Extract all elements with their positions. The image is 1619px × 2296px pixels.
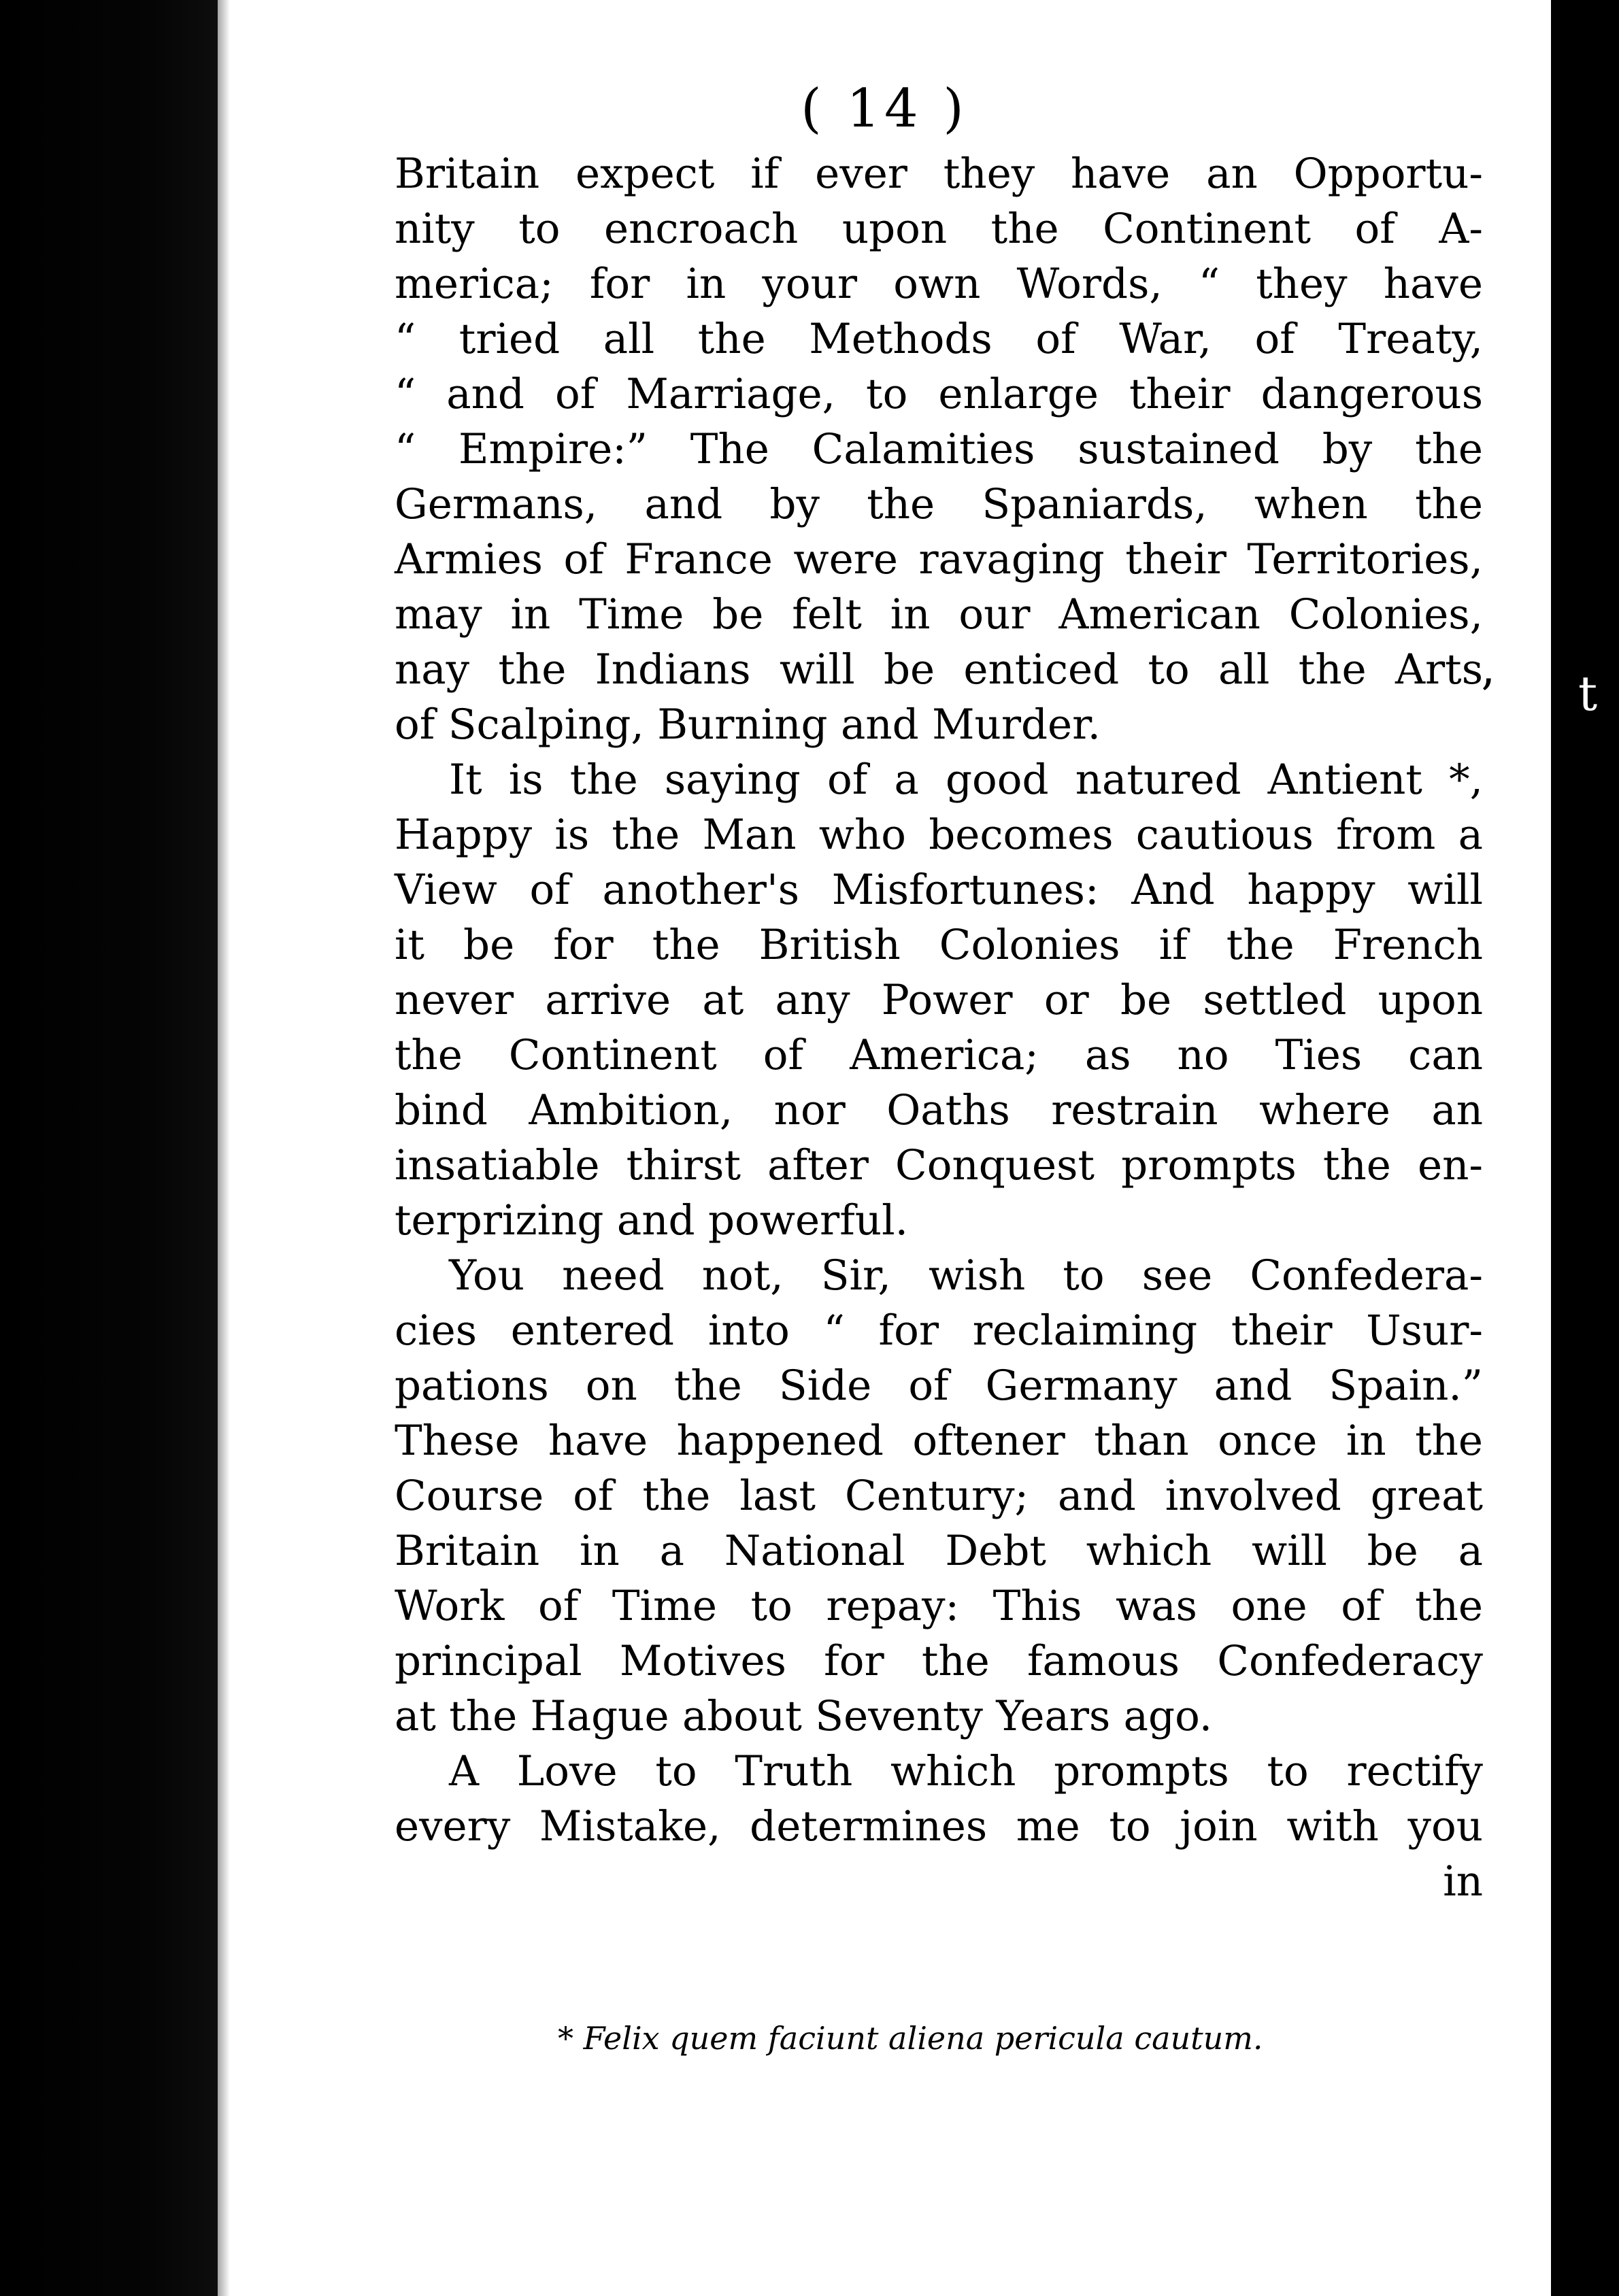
text-line-28: principal Motives for the famous Confederacy bbox=[395, 1637, 1483, 1685]
facing-page-edge bbox=[1551, 0, 1619, 2296]
text-line-20: terprizing and powerful. bbox=[395, 1196, 908, 1245]
margin-mark-1: ’ bbox=[1480, 669, 1495, 725]
catchword: in bbox=[1443, 1857, 1483, 1906]
text-line-5: “ and of Marriage, to enlarge their dangerous bbox=[395, 370, 1483, 418]
text-line-17: the Continent of America; as no Ties can bbox=[395, 1031, 1483, 1079]
text-line-31: every Mistake, determines me to join with you bbox=[395, 1802, 1483, 1851]
text-line-11: of Scalping, Burning and Murder. bbox=[395, 700, 1101, 749]
text-line-29: at the Hague about Seventy Years ago. bbox=[395, 1692, 1213, 1740]
text-line-22: cies entered into “ for reclaiming their Usur- bbox=[395, 1306, 1483, 1355]
text-line-21: You need not, Sir, wish to see Confedera- bbox=[449, 1251, 1483, 1300]
text-line-6: “ Empire:” The Calamities sustained by the bbox=[395, 425, 1483, 473]
body-text bbox=[395, 146, 1483, 1909]
text-line-16: never arrive at any Power or be settled upon bbox=[395, 976, 1483, 1024]
text-line-26: Britain in a National Debt which will be a bbox=[395, 1527, 1483, 1575]
text-line-24: These have happened oftener than once in the bbox=[395, 1417, 1483, 1465]
text-line-3: merica; for in your own Words, “ they have bbox=[395, 260, 1483, 308]
text-line-13: Happy is the Man who becomes cautious from a bbox=[395, 811, 1483, 859]
gutter-shadow bbox=[218, 0, 230, 2296]
text-line-23: pations on the Side of Germany and Spain.” bbox=[395, 1362, 1483, 1410]
text-line-14: View of another's Misfortunes: And happy will bbox=[395, 866, 1483, 914]
text-line-19: insatiable thirst after Conquest prompts the en- bbox=[395, 1141, 1483, 1189]
book-page bbox=[218, 0, 1551, 2296]
book-binding-edge bbox=[0, 0, 218, 2296]
text-line-27: Work of Time to repay: This was one of the bbox=[395, 1582, 1483, 1630]
text-line-18: bind Ambition, nor Oaths restrain where an bbox=[395, 1086, 1483, 1134]
page-number: ( 14 ) bbox=[801, 78, 968, 139]
margin-mark-2: t bbox=[1578, 666, 1598, 722]
text-line-2: nity to encroach upon the Continent of A- bbox=[395, 205, 1483, 253]
text-line-12: It is the saying of a good natured Antient *, bbox=[449, 756, 1483, 804]
text-line-25: Course of the last Century; and involved great bbox=[395, 1472, 1483, 1520]
text-line-10: nay the Indians will be enticed to all the Arts bbox=[395, 645, 1483, 694]
text-line-15: it be for the British Colonies if the French bbox=[395, 921, 1483, 969]
text-line-8: Armies of France were ravaging their Territories, bbox=[395, 535, 1483, 584]
text-line-7: Germans, and by the Spaniards, when the bbox=[395, 480, 1483, 528]
text-line-1: Britain expect if ever they have an Opportu- bbox=[395, 150, 1483, 198]
footnote: * Felix quem faciunt aliena pericula cautum. bbox=[558, 2020, 1263, 2057]
text-line-30: A Love to Truth which prompts to rectify bbox=[449, 1747, 1483, 1795]
text-line-4: “ tried all the Methods of War, of Treaty, bbox=[395, 315, 1483, 363]
text-line-9: may in Time be felt in our American Colonies, bbox=[395, 590, 1483, 639]
